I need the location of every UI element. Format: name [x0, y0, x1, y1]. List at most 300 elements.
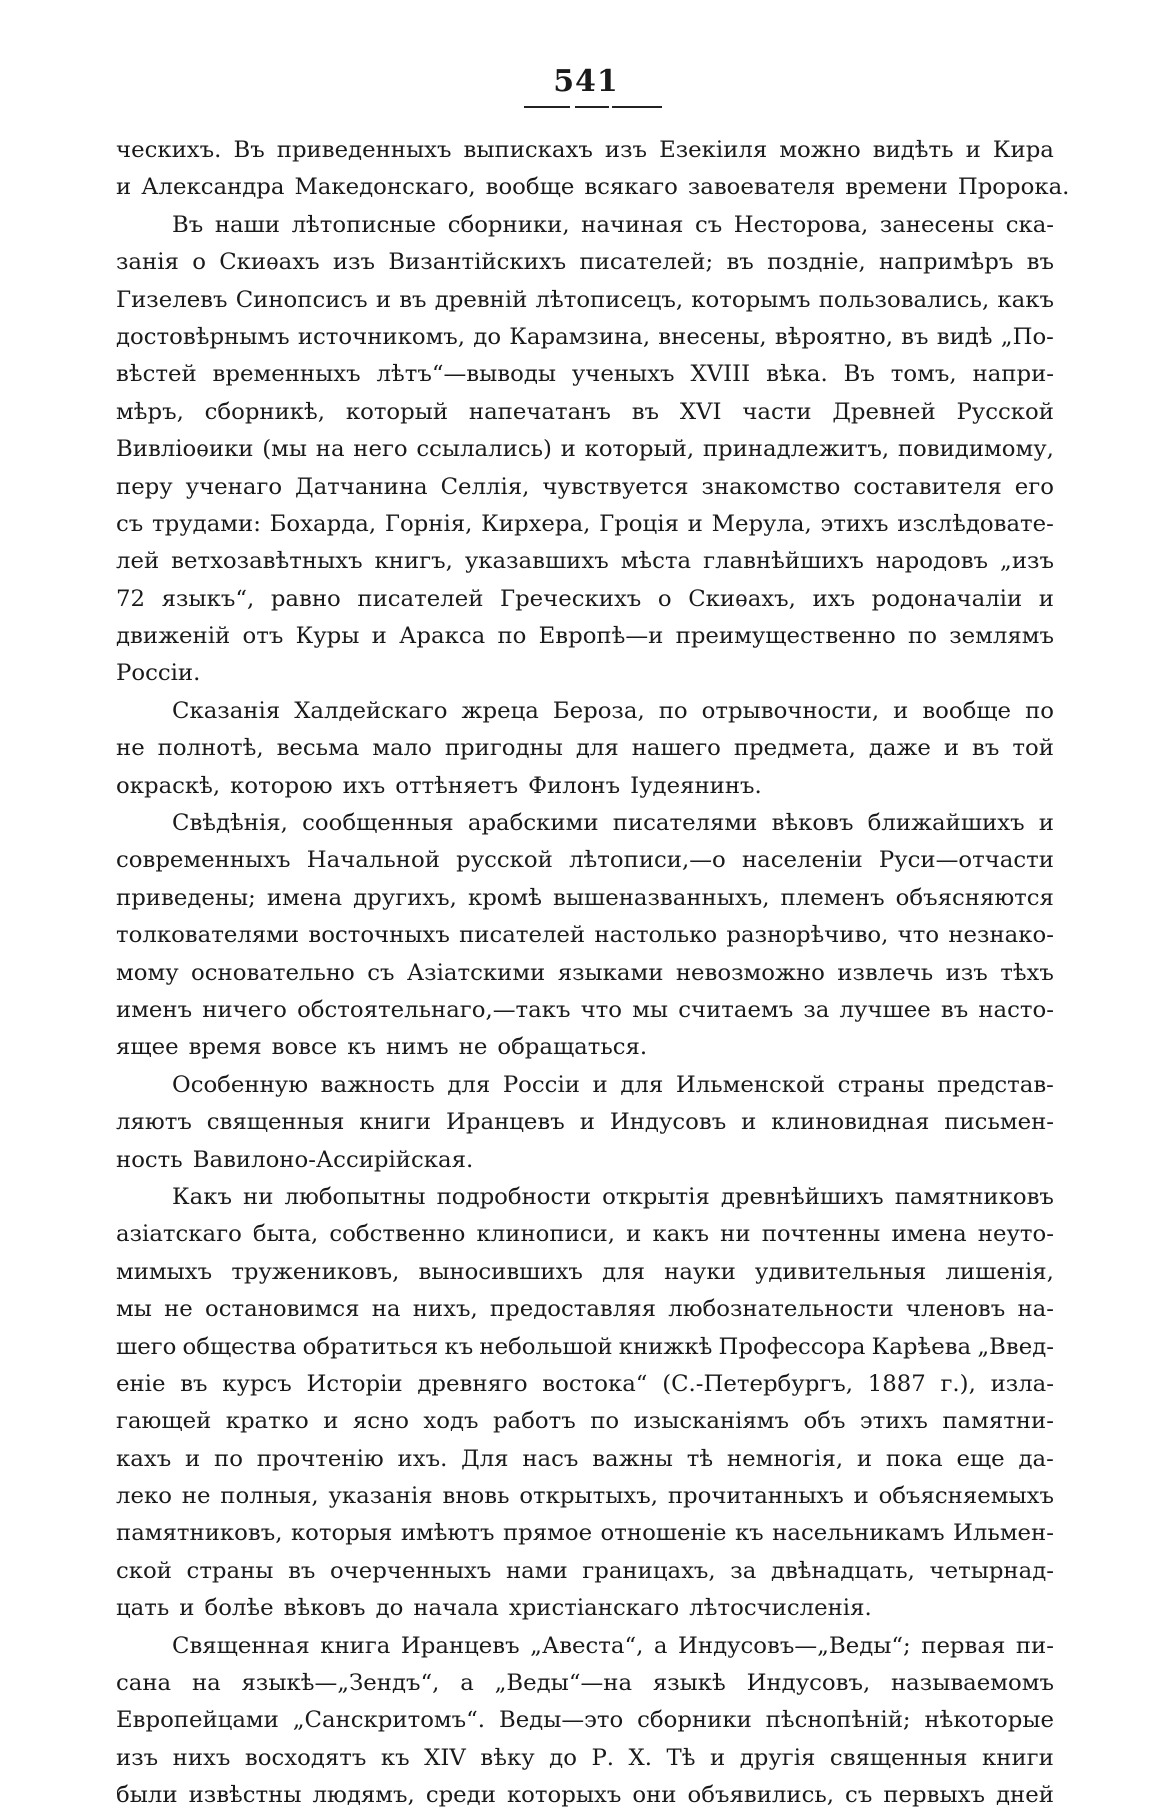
word: временныхъ — [212, 361, 361, 388]
word: вовсе — [271, 1034, 338, 1061]
word: завоевателя — [687, 174, 836, 201]
word: жреца — [461, 697, 539, 724]
word: время — [188, 1034, 262, 1061]
word: сборники, — [447, 211, 570, 238]
word: кратко — [225, 1408, 309, 1435]
word: памятниковъ, — [116, 1520, 283, 1547]
word: въ — [940, 996, 969, 1023]
word: для — [447, 1071, 491, 1098]
word: лѣтописные — [291, 211, 437, 238]
text-line — [116, 1478, 1054, 1515]
word: Россіи — [502, 1071, 580, 1098]
word: 1887 — [867, 1370, 926, 1397]
word: христіанскаго — [508, 1595, 680, 1622]
text-line — [116, 1179, 1054, 1216]
word: писателей — [459, 922, 586, 949]
word: имена — [266, 884, 343, 911]
word: Несторова, — [733, 211, 869, 238]
word: его — [1014, 473, 1054, 500]
word: и — [1038, 585, 1054, 612]
word: главнѣйшихъ — [703, 548, 864, 575]
word: Скиѳахъ, — [688, 585, 796, 612]
word: извѣстны — [188, 1782, 302, 1809]
word: незнако- — [948, 922, 1054, 949]
word: XIV — [424, 1744, 466, 1771]
word: обстоятельнаго,—такъ — [297, 996, 571, 1023]
word: не — [164, 1296, 193, 1323]
word: за — [730, 1557, 757, 1584]
word: и — [856, 1445, 873, 1472]
word: изслѣдовате- — [897, 510, 1054, 537]
word: они — [632, 1782, 677, 1809]
word: Древней — [832, 398, 936, 425]
word: Пророка. — [957, 174, 1070, 201]
word: видѣ — [936, 323, 993, 350]
word: въ — [180, 1370, 208, 1397]
word: отрывочности, — [701, 697, 880, 724]
text-line — [116, 1366, 1054, 1403]
word: XVIII — [690, 361, 751, 388]
word: Священная — [172, 1632, 310, 1659]
word: Х. — [628, 1744, 653, 1771]
word: изъ — [116, 1744, 159, 1771]
word: нихъ, — [412, 1296, 478, 1323]
word: лѣтописецъ, — [535, 286, 684, 313]
body-text — [116, 132, 1070, 1815]
text-line — [116, 880, 1054, 917]
word: языкѣ—„Зендъ“, — [241, 1670, 440, 1697]
word: а — [460, 1670, 474, 1697]
word: прочтенію — [256, 1445, 384, 1472]
word: мимыхъ — [116, 1258, 213, 1285]
word: священныя — [829, 1744, 968, 1771]
word: ученыхъ — [571, 361, 675, 388]
word: указанія — [328, 1483, 433, 1510]
word: ской — [116, 1557, 172, 1584]
word: для — [620, 1071, 664, 1098]
word: и — [741, 1109, 757, 1136]
word: границахъ, — [582, 1557, 716, 1584]
word: начиная — [581, 211, 684, 238]
word: этихъ — [820, 510, 889, 537]
word: Какъ — [172, 1183, 232, 1210]
word: насъ — [522, 1445, 579, 1472]
word: что — [897, 922, 940, 949]
word: напри- — [972, 361, 1054, 388]
word: подробности — [436, 1183, 592, 1210]
word: восточныхъ — [308, 922, 450, 949]
word: называемомъ — [890, 1670, 1054, 1697]
word: Гроція — [599, 510, 679, 537]
word: Скиѳахъ — [219, 249, 320, 276]
word: Датчанина — [295, 473, 428, 500]
word: по — [590, 1408, 620, 1435]
word: нимъ — [386, 1034, 449, 1061]
word: членовъ — [905, 1296, 1006, 1323]
word: напримѣръ — [878, 249, 1014, 276]
word: вѣковъ — [283, 1595, 366, 1622]
word: въ — [288, 1557, 316, 1584]
word: Сказанія — [172, 697, 281, 724]
word: которымъ — [691, 286, 811, 313]
text-line — [116, 618, 1054, 655]
word: въ — [399, 286, 427, 313]
text-line — [116, 1403, 1054, 1440]
word: источникомъ, — [297, 323, 466, 350]
word: Индусовъ — [609, 1109, 727, 1136]
word: страны — [186, 1557, 274, 1584]
text-line — [116, 1553, 1054, 1590]
word: „По- — [1000, 323, 1054, 350]
word: на — [371, 1296, 401, 1323]
word: не — [458, 1034, 488, 1061]
word: которыя — [290, 1520, 393, 1547]
word: приведены; — [116, 884, 256, 911]
word: Карамзина, — [509, 323, 651, 350]
text-line — [116, 319, 1054, 356]
word: Исторіи — [306, 1370, 403, 1397]
word: открытыхъ, — [519, 1483, 658, 1510]
word: Начальной — [306, 847, 440, 874]
word: населеніи — [741, 847, 863, 874]
text-line — [116, 1777, 1054, 1814]
word: людямъ, — [312, 1782, 415, 1809]
word: землямъ — [949, 623, 1054, 650]
word: книги — [359, 1109, 432, 1136]
word: (С.-Петербургъ, — [662, 1370, 853, 1397]
word: Для — [461, 1445, 509, 1472]
word: предмета, — [733, 735, 856, 762]
word: отношеніе — [600, 1520, 727, 1547]
word: почтенны — [761, 1221, 881, 1248]
word: по — [497, 623, 527, 650]
word: собственно — [329, 1221, 466, 1248]
text-line — [116, 842, 1054, 879]
word: Р. — [591, 1744, 615, 1771]
word: выпискахъ — [463, 137, 593, 163]
word: и — [893, 697, 909, 724]
word: вновь — [442, 1483, 510, 1510]
word: принадлежитъ, — [702, 436, 890, 463]
text-line — [116, 132, 1054, 169]
word: для — [575, 735, 619, 762]
word: изъ — [945, 959, 988, 986]
word: Россіи. — [116, 660, 201, 687]
word: прочитанныхъ — [667, 1483, 844, 1510]
text-line — [116, 207, 1054, 244]
word: изысканіямъ — [633, 1408, 790, 1435]
word: нами — [505, 1557, 568, 1584]
word: внесены, — [658, 323, 767, 350]
word: извлечь — [837, 959, 934, 986]
word: наши — [214, 211, 281, 238]
word: по — [908, 623, 937, 650]
word: и — [323, 1408, 339, 1435]
word: очерченныхъ — [330, 1557, 492, 1584]
word: общества — [182, 1333, 297, 1360]
word: и — [179, 1595, 195, 1622]
text-line — [116, 581, 1054, 618]
word: и — [375, 286, 392, 313]
word: и — [626, 1221, 642, 1248]
word: какъ — [997, 286, 1054, 313]
word: еніе — [116, 1370, 166, 1397]
word: Тѣ — [666, 1744, 696, 1771]
text-line — [116, 169, 1070, 206]
word: нашего — [631, 735, 721, 762]
word: Филонъ — [528, 772, 621, 799]
word: о — [657, 585, 672, 612]
text-line — [116, 1590, 1054, 1627]
word: обращаться. — [497, 1034, 648, 1061]
word: ссылались) — [416, 436, 552, 463]
word: считаемъ — [678, 996, 794, 1023]
word: какъ — [652, 1221, 710, 1248]
word: Кира — [992, 137, 1054, 163]
text-line — [116, 1665, 1054, 1702]
word: Македонскаго, — [294, 174, 476, 201]
word: древнѣйшихъ — [720, 1183, 884, 1210]
word: къ — [734, 1520, 764, 1547]
word: среди — [425, 1782, 496, 1809]
word: Ильменской — [675, 1071, 825, 1098]
word: времени — [845, 174, 948, 201]
word: къ — [444, 1333, 474, 1360]
text-line — [116, 917, 1054, 954]
word: ветхозавѣтныхъ — [171, 548, 363, 575]
word: съ — [694, 211, 723, 238]
word: вышеназванныхъ, — [553, 884, 770, 911]
word: трудами: — [152, 510, 261, 537]
word: съ — [367, 959, 395, 986]
word: курсъ — [222, 1370, 292, 1397]
text-line — [116, 805, 1054, 842]
word: вѣковъ — [771, 810, 854, 837]
text-line — [116, 543, 1054, 580]
text-line — [116, 1104, 1054, 1141]
word: Езекіиля — [659, 137, 768, 163]
word: не — [181, 1483, 211, 1510]
word: съ — [845, 1782, 873, 1809]
word: другихъ, — [353, 884, 457, 911]
header-rule-left — [524, 106, 570, 108]
word: лей — [116, 548, 160, 575]
word: и — [710, 1744, 726, 1771]
word: четырнад- — [929, 1557, 1054, 1584]
word: видѣть — [872, 137, 954, 163]
word: до — [549, 1744, 577, 1771]
word: начала — [413, 1595, 499, 1622]
word: и — [965, 137, 981, 163]
word: первая — [921, 1632, 1006, 1659]
word: восходятъ — [244, 1744, 367, 1771]
word: Руси—отчасти — [878, 847, 1054, 874]
word: въ — [1026, 249, 1054, 276]
word: пѣснопѣній; — [765, 1707, 911, 1734]
word: мы — [632, 996, 669, 1023]
word: письмен- — [944, 1109, 1054, 1136]
word: важны — [592, 1445, 673, 1472]
word: Азіатскими — [406, 959, 546, 986]
word: Гизелевъ — [116, 286, 228, 313]
word: изъ — [332, 249, 376, 276]
word: той — [1012, 735, 1054, 762]
word: и — [371, 623, 387, 650]
word: леко — [116, 1483, 172, 1510]
word: вѣку — [480, 1744, 535, 1771]
word: да- — [1018, 1445, 1054, 1472]
word: представ- — [937, 1071, 1054, 1098]
word: мы — [116, 1296, 152, 1323]
word: Карѣева — [871, 1333, 972, 1360]
word: Куры — [295, 623, 360, 650]
word: въ — [901, 323, 929, 350]
word: небольшой — [479, 1333, 613, 1360]
word: указавшихъ — [464, 548, 609, 575]
word: ученаго — [185, 473, 283, 500]
word: нѣкоторые — [924, 1707, 1054, 1734]
word: (мы — [262, 436, 308, 463]
word: ческихъ. — [116, 137, 222, 163]
word: мало — [372, 735, 432, 762]
text-line — [116, 1067, 1054, 1104]
word: Профессора — [718, 1333, 866, 1360]
word: лучшее — [839, 996, 931, 1023]
word: писателей — [357, 585, 484, 612]
word: мѣста — [620, 548, 692, 575]
word: знакомство — [701, 473, 841, 500]
text-line — [116, 1515, 1054, 1552]
word: другія — [739, 1744, 816, 1771]
word: него — [353, 436, 408, 463]
word: любопытны — [284, 1183, 426, 1210]
word: въ — [972, 735, 1000, 762]
word: до — [375, 1595, 404, 1622]
word: ни — [243, 1183, 274, 1210]
word: въ — [726, 249, 754, 276]
word: Халдейскаго — [294, 697, 448, 724]
word: что — [580, 996, 623, 1023]
word: весьма — [276, 735, 360, 762]
word: сборники — [637, 1707, 752, 1734]
word: вѣка. — [766, 361, 828, 388]
word: остановимся — [204, 1296, 360, 1323]
word: Ильмен- — [953, 1520, 1054, 1547]
word: и — [185, 1445, 201, 1472]
text-line — [116, 992, 1054, 1029]
word: лѣтосчисленія. — [689, 1595, 872, 1622]
word: удивительныя — [754, 1258, 927, 1285]
word: клиновидная — [771, 1109, 930, 1136]
word: изла- — [990, 1370, 1054, 1397]
word: и — [579, 1109, 595, 1136]
word: ихъ — [342, 772, 386, 799]
text-line — [116, 1254, 1054, 1291]
word: ляютъ — [116, 1109, 192, 1136]
word: занесены — [879, 211, 995, 238]
word: „изъ — [1000, 548, 1054, 575]
word: а — [653, 1632, 668, 1659]
word: пи- — [1015, 1632, 1054, 1659]
word: сборникѣ, — [204, 398, 326, 425]
word: первыхъ — [883, 1782, 985, 1809]
word: Иранцевъ — [446, 1109, 565, 1136]
word: къ — [380, 1744, 410, 1771]
word: по — [1025, 697, 1054, 724]
word: сана — [116, 1670, 172, 1697]
word: лѣтъ“—выводы — [376, 361, 556, 388]
text-line — [116, 431, 1054, 468]
word: Византійскихъ — [388, 249, 567, 276]
word: даже — [868, 735, 931, 762]
header-rule-right — [612, 106, 662, 108]
word: по — [214, 1445, 243, 1472]
word: основательно — [191, 959, 355, 986]
word: повидимому, — [897, 436, 1054, 463]
word: и — [943, 735, 960, 762]
word: Селлія, — [440, 473, 530, 500]
word: пока — [885, 1445, 943, 1472]
word: которыхъ — [506, 1782, 622, 1809]
word: писателями — [612, 810, 758, 837]
word: вѣроятно, — [774, 323, 893, 350]
word: науки — [664, 1258, 736, 1285]
word: и — [592, 1071, 608, 1098]
word: занія — [116, 249, 179, 276]
word: Индусовъ, — [746, 1670, 871, 1697]
word: обратиться — [302, 1333, 439, 1360]
word: которою — [230, 772, 333, 799]
word: ничего — [202, 996, 287, 1023]
word: отъ — [242, 623, 284, 650]
word: быта, — [252, 1221, 319, 1248]
word: объясняемыхъ — [878, 1483, 1054, 1510]
word: толкователями — [116, 922, 300, 949]
word: неуто- — [977, 1221, 1054, 1248]
word: лѣтописи,—о — [569, 847, 726, 874]
text-line — [116, 768, 1054, 805]
word: этихъ — [859, 1408, 928, 1435]
word: пригодны — [444, 735, 563, 762]
word: достовѣрнымъ — [116, 323, 290, 350]
word: лишенія, — [945, 1258, 1054, 1285]
word: чувствуется — [542, 473, 689, 500]
word: кахъ — [116, 1445, 172, 1472]
word: и — [560, 436, 576, 463]
word: Вивліоѳики — [116, 436, 254, 463]
word: тружениковъ, — [231, 1258, 400, 1285]
word: Аракса — [399, 623, 486, 650]
word: древній — [434, 286, 528, 313]
word: клинописи, — [476, 1221, 615, 1248]
word: и — [116, 174, 132, 201]
text-line — [116, 394, 1054, 431]
word: прямое — [502, 1520, 593, 1547]
word: разнорѣчиво, — [726, 922, 889, 949]
word: русской — [456, 847, 553, 874]
word: окраскѣ, — [116, 772, 221, 799]
word: именъ — [116, 996, 193, 1023]
text-line — [116, 244, 1054, 281]
text-line — [116, 506, 1054, 543]
word: имена — [891, 1221, 967, 1248]
word: Въ — [233, 137, 265, 163]
word: тѣхъ — [1000, 959, 1054, 986]
word: цать — [116, 1595, 170, 1622]
word: открытія — [602, 1183, 710, 1210]
text-line — [116, 693, 1054, 730]
word: насто- — [978, 996, 1054, 1023]
